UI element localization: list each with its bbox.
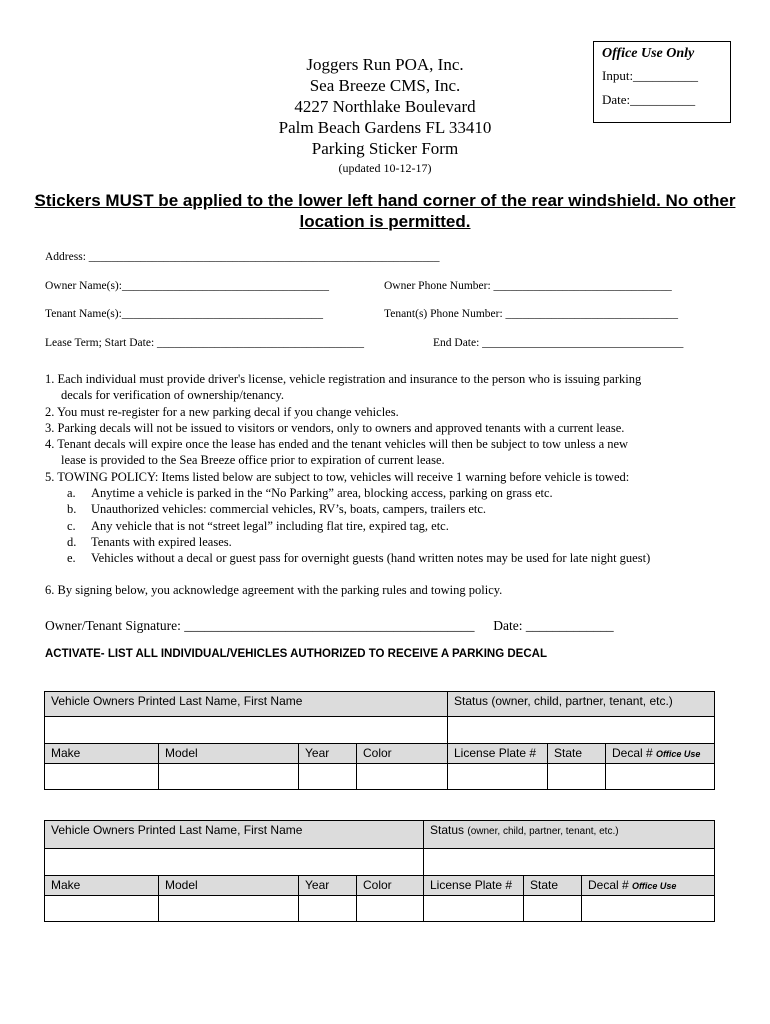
year-cell[interactable]: [299, 764, 357, 790]
make-cell[interactable]: [45, 896, 159, 922]
parking-rules: [45, 371, 745, 567]
color-cell[interactable]: [357, 896, 424, 922]
decal-header: Decal # Office Use: [582, 876, 715, 896]
color-header: Color: [357, 744, 448, 764]
signature-date-field[interactable]: Date: _____________: [493, 618, 614, 633]
rule-4-cont: lease is provided to the Sea Breeze office prior to expiration of current lease.: [61, 453, 445, 468]
acknowledgment-text: 6. By signing below, you acknowledge agreement with the parking rules and towing policy.: [45, 583, 503, 597]
state-header: State: [524, 876, 582, 896]
decal-cell[interactable]: [606, 764, 715, 790]
towing-item: a. Anytime a vehicle is parked in the “No Parking” area, blocking access, parking on grass etc.: [67, 486, 553, 501]
rule-5: 5. TOWING POLICY: Items listed below are subject to tow, vehicles will receive 1 warning before vehicle is towed:: [45, 469, 630, 484]
vehicle-table-2: [44, 820, 715, 922]
year-cell[interactable]: [299, 896, 357, 922]
office-input-line: Input:__________: [602, 68, 699, 83]
signature-row: [45, 618, 614, 634]
color-cell[interactable]: [357, 764, 448, 790]
year-header: Year: [299, 876, 357, 896]
decal-cell[interactable]: [582, 896, 715, 922]
make-header: Make: [45, 876, 159, 896]
rule-1: 1. Each individual must provide driver's license, vehicle registration and insurance to the person who is issuing parking: [45, 372, 642, 386]
signature-field[interactable]: Owner/Tenant Signature: ___________________________________________: [45, 618, 475, 633]
towing-item: c. Any vehicle that is not “street legal” including flat tire, expired tag, etc.: [67, 518, 449, 533]
rule-4: 4. Tenant decals will expire once the lease has ended and the tenant vehicles will then be subject to tow unless a new: [45, 437, 629, 452]
towing-item: e. Vehicles without a decal or guest pass for overnight guests (hand written notes may be used for late night guest): [67, 551, 651, 566]
owner-names-field[interactable]: Owner Name(s):____________________________________: [45, 280, 329, 292]
office-use-title: Office Use Only: [602, 46, 695, 61]
address-field[interactable]: Address: _____________________________________________________________: [45, 251, 440, 263]
state-header: State: [548, 744, 606, 764]
owner-name-cell[interactable]: [45, 849, 424, 876]
tenant-names-field[interactable]: Tenant Name(s):___________________________________: [45, 308, 324, 320]
model-cell[interactable]: [159, 896, 299, 922]
office-date-line: Date:__________: [602, 92, 696, 107]
plate-header: License Plate #: [448, 744, 548, 764]
state-cell[interactable]: [524, 896, 582, 922]
make-header: Make: [45, 744, 159, 764]
plate-cell[interactable]: [424, 896, 524, 922]
vehicle-table-1: [44, 691, 715, 790]
status-header: Status (owner, child, partner, tenant, etc.): [448, 692, 715, 717]
state-cell[interactable]: [548, 764, 606, 790]
activate-heading: ACTIVATE- LIST ALL INDIVIDUAL/VEHICLES AUTHORIZED TO RECEIVE A PARKING DECAL: [45, 648, 547, 660]
management-company: Sea Breeze CMS, Inc.: [309, 76, 461, 95]
sticker-warning: Stickers MUST be applied to the lower left hand corner of the rear windshield. No other location is permitted.: [34, 191, 736, 231]
office-use-box: [593, 41, 731, 123]
street-address: 4227 Northlake Boulevard: [294, 97, 476, 116]
decal-header: Decal # Office Use: [606, 744, 715, 764]
towing-item: b. Unauthorized vehicles: commercial vehicles, RV’s, boats, campers, trailers etc.: [67, 502, 487, 517]
model-header: Model: [159, 876, 299, 896]
lease-end-field[interactable]: End Date: ___________________________________: [433, 337, 684, 349]
make-cell[interactable]: [45, 764, 159, 790]
city-state-zip: Palm Beach Gardens FL 33410: [278, 118, 492, 137]
owner-name-header: Vehicle Owners Printed Last Name, First Name: [45, 692, 448, 717]
status-header: Status (owner, child, partner, tenant, etc.): [424, 821, 715, 849]
color-header: Color: [357, 876, 424, 896]
year-header: Year: [299, 744, 357, 764]
status-cell[interactable]: [448, 717, 715, 744]
owner-phone-field[interactable]: Owner Phone Number: _______________________________: [384, 280, 672, 292]
plate-header: License Plate #: [424, 876, 524, 896]
org-name: Joggers Run POA, Inc.: [306, 55, 464, 74]
tenant-phone-field[interactable]: Tenant(s) Phone Number: ______________________________: [384, 308, 679, 320]
owner-name-cell[interactable]: [45, 717, 448, 744]
owner-name-header: Vehicle Owners Printed Last Name, First Name: [45, 821, 424, 849]
rule-3: 3. Parking decals will not be issued to visitors or vendors, only to owners and approved tenants with a current lease.: [45, 420, 625, 435]
updated-date: (updated 10-12-17): [338, 161, 432, 175]
status-cell[interactable]: [424, 849, 715, 876]
model-header: Model: [159, 744, 299, 764]
model-cell[interactable]: [159, 764, 299, 790]
plate-cell[interactable]: [448, 764, 548, 790]
rule-2: 2. You must re-register for a new parking decal if you change vehicles.: [45, 404, 399, 419]
towing-item: d. Tenants with expired leases.: [67, 534, 232, 549]
form-title: Parking Sticker Form: [311, 139, 459, 158]
rule-1-cont: decals for verification of ownership/tenancy.: [61, 388, 285, 403]
lease-start-field[interactable]: Lease Term; Start Date: ____________________________________: [45, 337, 365, 349]
